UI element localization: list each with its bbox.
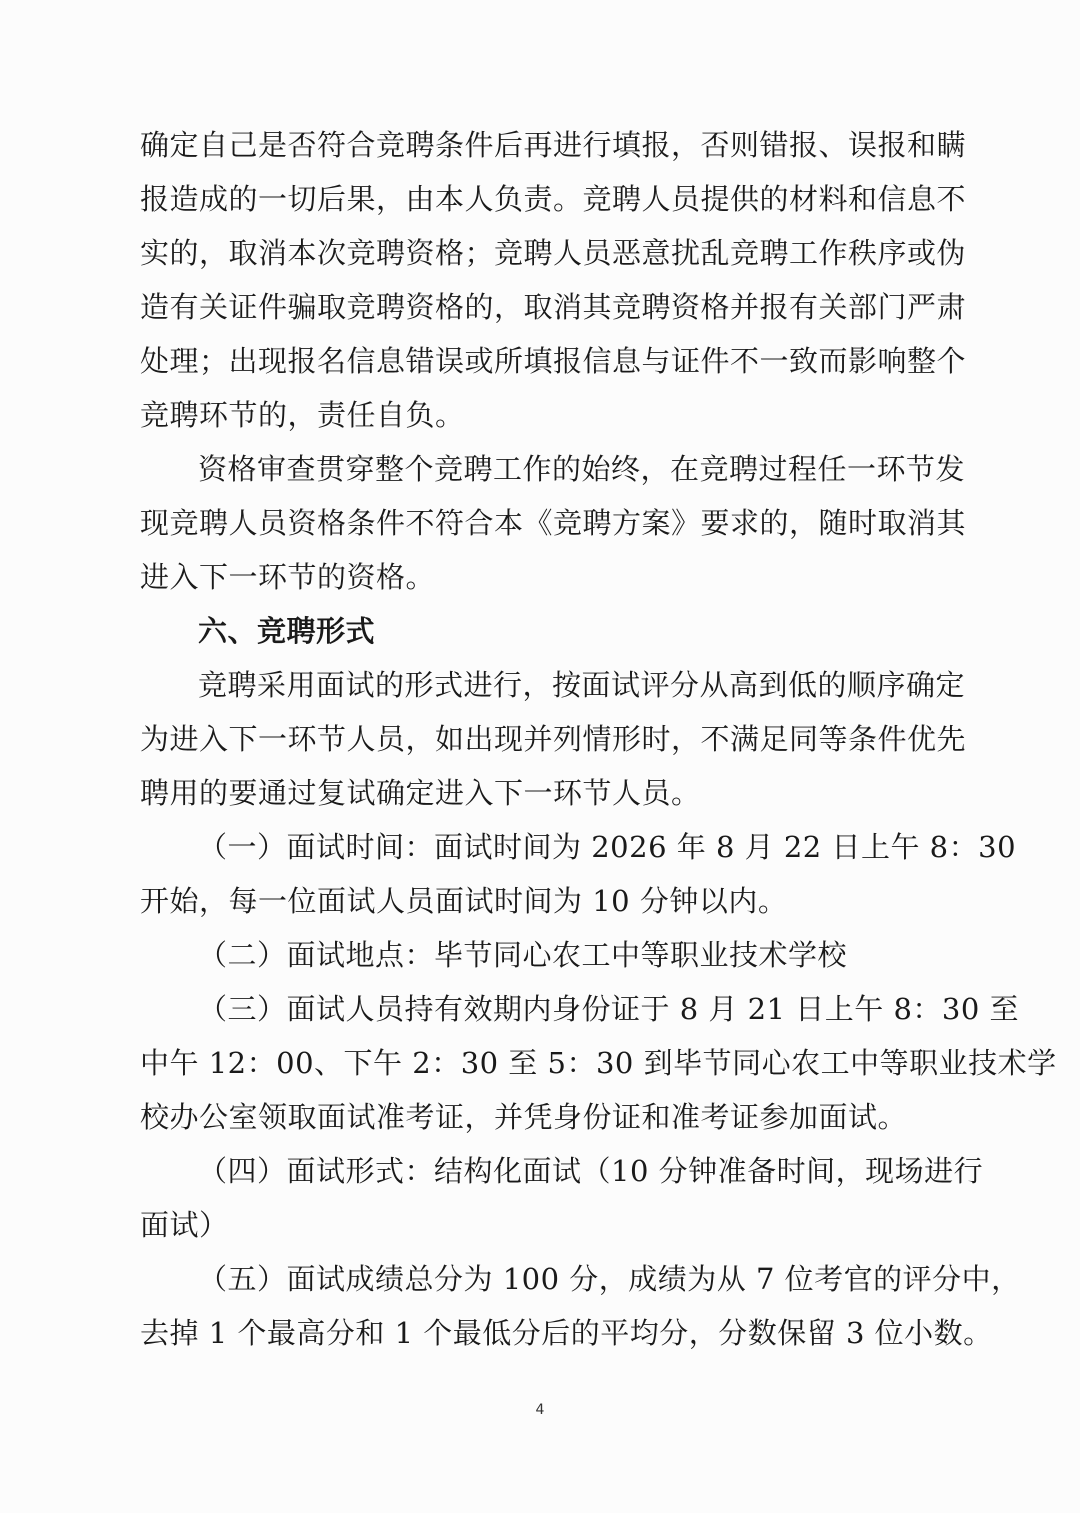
paragraph-line: 聘用的要通过复试确定进入下一环节人员。 <box>140 776 701 810</box>
section-heading: 六、竞聘形式 <box>198 614 376 648</box>
document-body <box>140 118 1057 1360</box>
paragraph-line: （四）面试形式：结构化面试（10 分钟准备时间，现场进行 <box>198 1154 984 1188</box>
paragraph-line: 现竞聘人员资格条件不符合本《竞聘方案》要求的，随时取消其 <box>140 506 967 540</box>
paragraph-line: 校办公室领取面试准考证，并凭身份证和准考证参加面试。 <box>140 1100 908 1134</box>
paragraph-line: 实的，取消本次竞聘资格；竞聘人员恶意扰乱竞聘工作秩序或伪 <box>140 236 967 270</box>
page-number: 4 <box>535 1402 545 1418</box>
paragraph-line: 为进入下一环节人员，如出现并列情形时，不满足同等条件优先 <box>140 722 967 756</box>
paragraph-line: 资格审查贯穿整个竞聘工作的始终，在竞聘过程任一环节发 <box>198 452 966 486</box>
paragraph-line: 竞聘环节的，责任自负。 <box>140 398 465 432</box>
paragraph-line: 开始，每一位面试人员面试时间为 10 分钟以内。 <box>140 884 788 918</box>
paragraph-line: 处理；出现报名信息错误或所填报信息与证件不一致而影响整个 <box>140 344 967 378</box>
paragraph-line: （三）面试人员持有效期内身份证于 8 月 21 日上午 8：30 至 <box>198 992 1020 1026</box>
paragraph-line: 去掉 1 个最高分和 1 个最低分后的平均分，分数保留 3 位小数。 <box>140 1316 993 1350</box>
paragraph-line: （二）面试地点：毕节同心农工中等职业技术学校 <box>198 938 848 972</box>
paragraph-line: 确定自己是否符合竞聘条件后再进行填报，否则错报、误报和瞒 <box>140 128 967 162</box>
paragraph-line: 面试） <box>140 1208 229 1242</box>
paragraph-line: 竞聘采用面试的形式进行，按面试评分从高到低的顺序确定 <box>198 668 966 702</box>
paragraph-line: 造有关证件骗取竞聘资格的，取消其竞聘资格并报有关部门严肃 <box>140 290 967 324</box>
paragraph-line: 中午 12：00、下午 2：30 至 5：30 到毕节同心农工中等职业技术学 <box>140 1046 1057 1080</box>
paragraph-line: 报造成的一切后果，由本人负责。竞聘人员提供的材料和信息不 <box>140 182 967 216</box>
paragraph-line: （一）面试时间：面试时间为 2026 年 8 月 22 日上午 8：30 <box>198 830 1017 864</box>
paragraph-line: （五）面试成绩总分为 100 分，成绩为从 7 位考官的评分中， <box>198 1262 1021 1296</box>
paragraph-line: 进入下一环节的资格。 <box>140 560 436 594</box>
